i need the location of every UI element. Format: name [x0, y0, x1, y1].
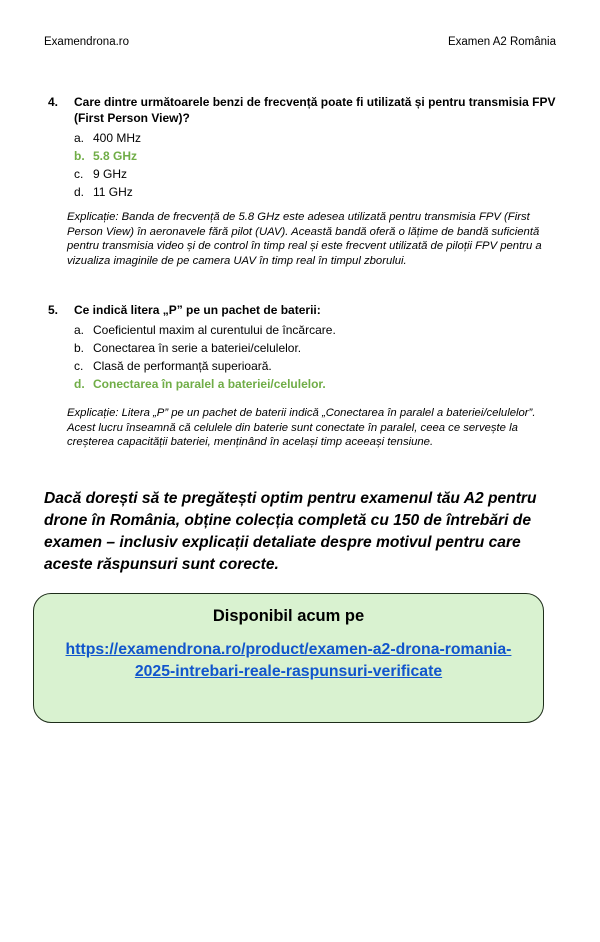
question-5-explanation: Explicație: Litera „P” pe un pachet de baterii indică „Conectarea în paralel a bateriei/celulelor”. Acest lucru înseamnă că celulele din baterie sunt conectate în paralel, ceea ce servește la creșterea capacității bateriei, menținând în același timp aceeași tensiune. [67, 407, 536, 449]
question-4-explanation: Explicație: Banda de frecvență de 5.8 GHz este adesea utilizată pentru transmisia FPV (First Person View) în aeronavele fără pilot (UAV). Această bandă oferă o lățime de bandă suficientă pentru transmisia video și de control în timp real și este frecvent utilizată de piloții FPV pentru a vizualiza imaginile de pe camera UAV în timp real în timpul zborului. [67, 211, 542, 267]
option-text: 11 GHz [93, 185, 133, 199]
cta-paragraph: Dacă dorești să te pregătești optim pentru examenul tău A2 pentru drone în România, obține colecția completă cu 150 de întrebări de examen – inclusiv explicații detaliate despre motivul pentru care aceste răspunsuri sunt corecte. [44, 490, 537, 573]
option-text: Conectarea în paralel a bateriei/celulelor. [93, 377, 326, 391]
answer-option-a [74, 129, 560, 147]
answer-option-b-correct [74, 147, 560, 165]
page-header [44, 36, 556, 48]
option-letter: c. [74, 359, 84, 373]
question-4 [48, 94, 560, 201]
option-text: Conectarea în serie a bateriei/celulelor. [93, 341, 302, 355]
promo-title: Disponibil acum pe [212, 607, 365, 625]
option-text: 9 GHz [93, 167, 128, 181]
answer-option-c [74, 357, 560, 375]
option-text: Clasă de performanță superioară. [93, 359, 272, 373]
question-5 [48, 302, 560, 393]
question-text: Care dintre următoarele benzi de frecvență poate fi utilizată și pentru transmisia FPV (First Person View)? [74, 95, 556, 125]
header-site-name: Examendrona.ro [44, 36, 130, 48]
promo-box [33, 593, 544, 723]
answer-option-d-correct [74, 375, 560, 393]
option-letter: d. [74, 377, 85, 391]
answer-options [48, 321, 560, 393]
answer-option-c [74, 165, 560, 183]
option-letter: a. [74, 131, 85, 145]
question-text: Ce indică litera „P” pe un pachet de baterii: [74, 303, 321, 317]
answer-option-b [74, 339, 560, 357]
answer-options [48, 129, 560, 201]
header-exam-title: Examen A2 România [447, 36, 556, 48]
option-letter: a. [74, 323, 85, 337]
answer-option-d [74, 183, 560, 201]
answer-option-a [74, 321, 560, 339]
option-text: 400 MHz [93, 131, 142, 145]
option-text: 5.8 GHz [93, 149, 138, 163]
option-letter: c. [74, 167, 84, 181]
option-letter: b. [74, 149, 85, 163]
option-letter: b. [74, 341, 85, 355]
product-link[interactable]: https://examendrona.ro/product/examen-a2-drona-romania-2025-intrebari-reale-raspunsuri-verificate [65, 641, 512, 680]
question-number: 5. [48, 303, 59, 317]
option-text: Coeficientul maxim al curentului de încărcare. [93, 323, 336, 337]
option-letter: d. [74, 185, 85, 199]
question-number: 4. [48, 95, 59, 109]
